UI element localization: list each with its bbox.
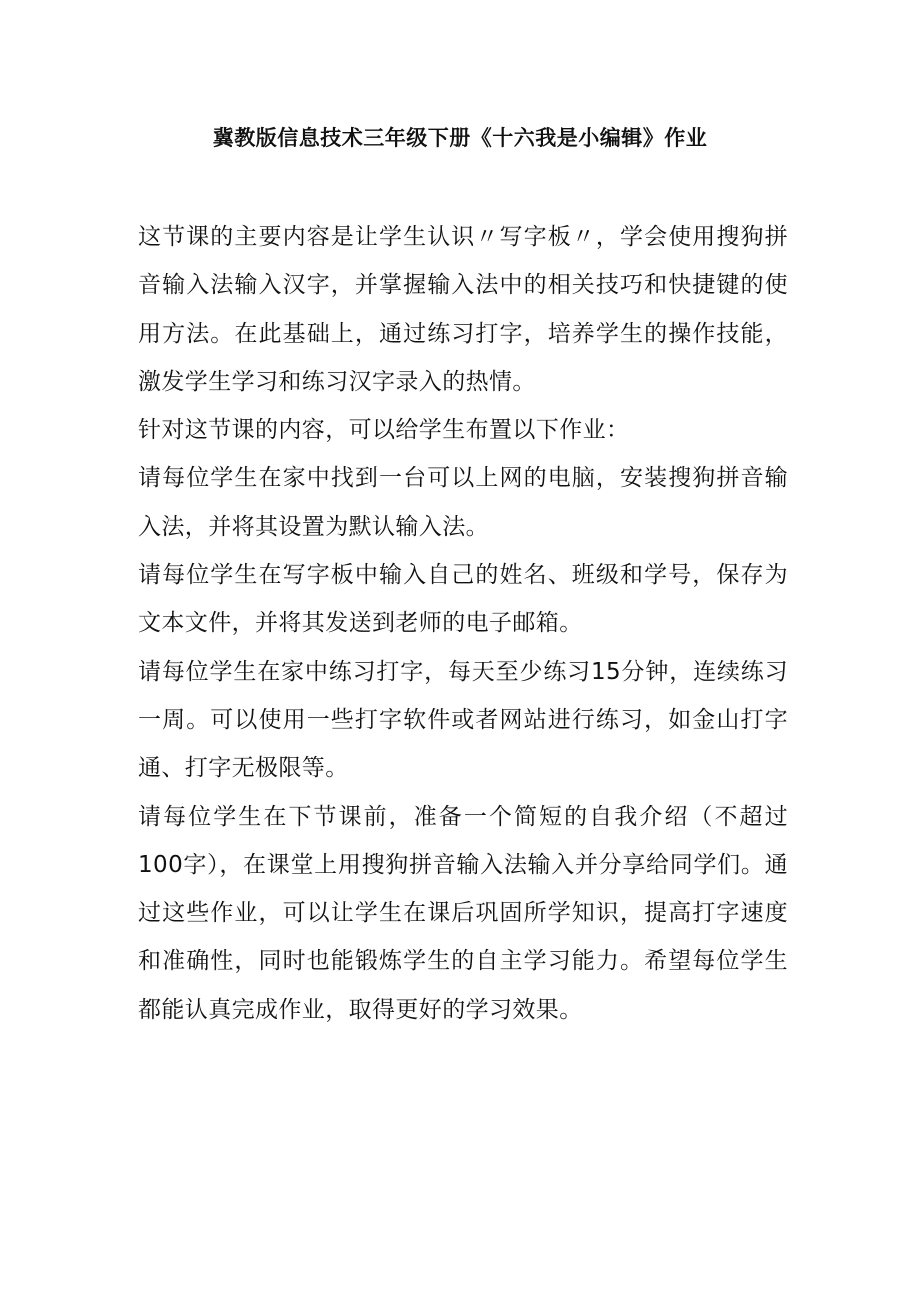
paragraph-task-install: 请每位学生在家中找到一台可以上网的电脑，安装搜狗拼音输入法，并将其设置为默认输入法。 (138, 465, 788, 540)
paragraph-assignment-lead: 针对这节课的内容，可以给学生布置以下作业： (138, 417, 630, 444)
paragraph-intro: 这节课的主要内容是让学生认识〃写字板〃，学会使用搜狗拼音输入法输入汉字，并掌握输入法中的相关技巧和快捷键的使用方法。在此基础上，通过练习打字，培养学生的操作技能，激发学生学习和练习汉字录入的热情。 (138, 224, 788, 395)
paragraph-task-typing-practice: 请每位学生在家中练习打字，每天至少练习15分钟，连续练习一周。可以使用一些打字软件或者网站进行练习，如金山打字通、打字无极限等。 (138, 658, 788, 782)
document-body (138, 213, 788, 1034)
paragraph-task-wordpad: 请每位学生在写字板中输入自己的姓名、班级和学号，保存为文本文件，并将其发送到老师的电子邮箱。 (138, 562, 788, 637)
paragraph-task-self-intro: 请每位学生在下节课前，准备一个简短的自我介绍（不超过100字），在课堂上用搜狗拼音输入法输入并分享给同学们。通过这些作业，可以让学生在课后巩固所学知识，提高打字速度和准确性，同时也能锻炼学生的自主学习能力。希望每位学生都能认真完成作业，取得更好的学习效果。 (138, 803, 788, 1023)
document-title: 冀教版信息技术三年级下册《十六我是小编辑》作业 (212, 126, 708, 150)
